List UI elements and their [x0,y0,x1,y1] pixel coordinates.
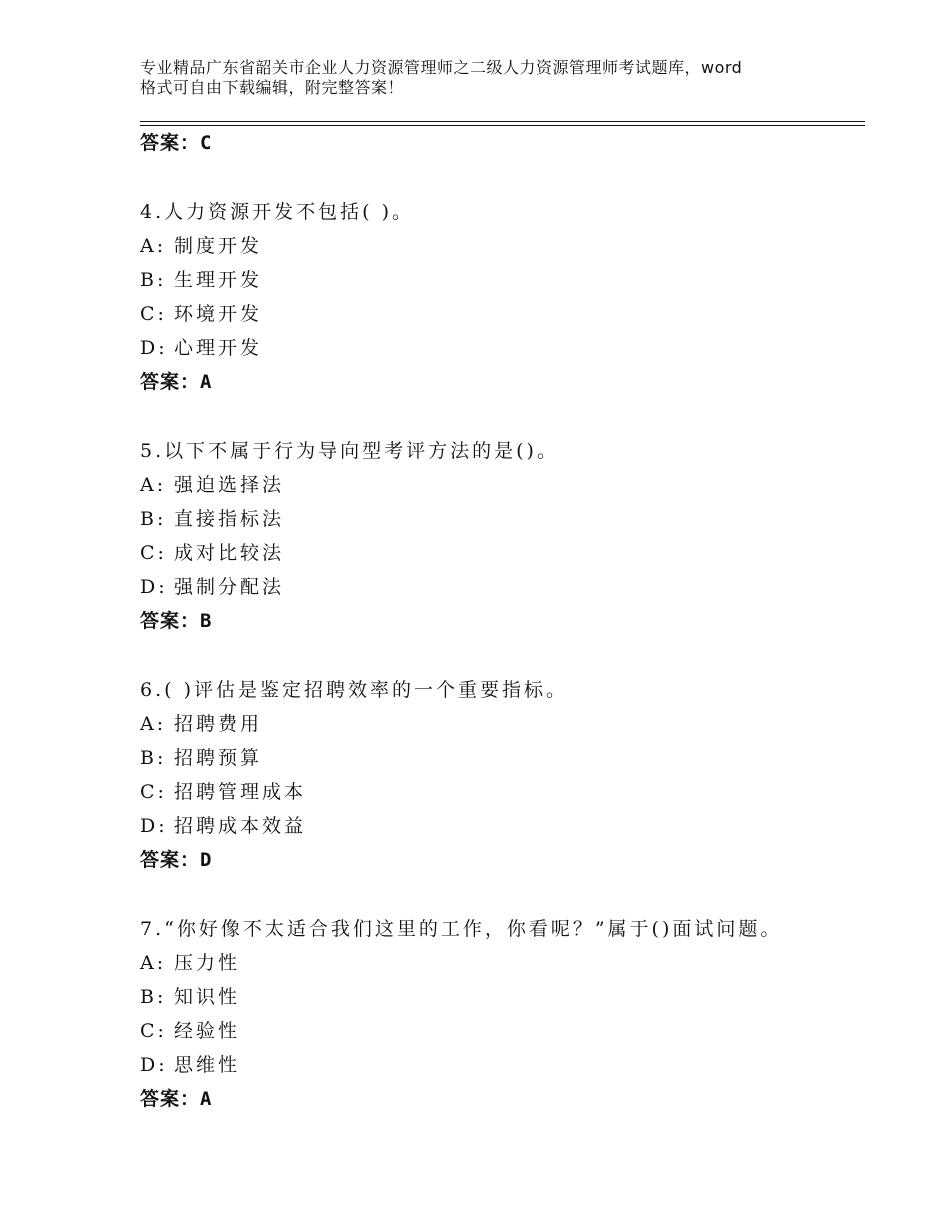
option-text: 强迫选择法 [174,474,285,496]
answer-value: B [200,610,213,632]
document-header [140,58,830,98]
option-a [140,712,860,746]
option-b [140,746,860,780]
option-text: 直接指标法 [174,508,285,530]
option-letter: C: [140,303,167,325]
option-d [140,336,860,370]
option-b [140,507,860,541]
question-7 [140,917,860,1087]
option-a [140,473,860,507]
option-text: 招聘成本效益 [174,815,307,837]
previous-answer [140,131,212,155]
option-letter: A: [140,952,167,974]
option-b [140,985,860,1019]
option-text: 思维性 [174,1054,241,1076]
option-a [140,234,860,268]
option-d [140,1053,860,1087]
option-c [140,780,860,814]
question-text: 4.人力资源开发不包括( )。 [140,201,414,223]
option-text: 经验性 [174,1020,241,1042]
answer-label: 答案： [140,371,201,393]
header-line-2: 格式可自由下载编辑，附完整答案！ [140,78,405,97]
option-letter: D: [140,576,168,598]
header-divider-top [140,121,865,122]
option-letter: C: [140,1020,167,1042]
option-text: 招聘费用 [174,713,263,735]
option-text: 成对比较法 [174,542,285,564]
answer-value: C [200,132,213,154]
option-letter: C: [140,781,167,803]
option-c [140,302,860,336]
header-line-1: 专业精品广东省韶关市企业人力资源管理师之二级人力资源管理师考试题库，word [140,58,743,77]
option-letter: B: [140,269,167,291]
option-text: 环境开发 [174,303,263,325]
question-text: 6.( )评估是鉴定招聘效率的一个重要指标。 [140,679,568,701]
option-d [140,814,860,848]
answer-7 [140,1087,212,1111]
answer-label: 答案： [140,1088,201,1110]
question-text: 7.“你好像不太适合我们这里的工作，你看呢？”属于()面试问题。 [140,918,783,940]
option-b [140,268,860,302]
option-text: 强制分配法 [174,576,285,598]
option-letter: D: [140,815,168,837]
answer-label: 答案： [140,610,201,632]
answer-4 [140,370,212,394]
header-divider-bottom [140,125,865,126]
option-letter: A: [140,235,167,257]
option-letter: B: [140,747,167,769]
option-letter: A: [140,474,167,496]
option-d [140,575,860,609]
answer-label: 答案： [140,132,201,154]
option-letter: B: [140,508,167,530]
option-a [140,951,860,985]
answer-value: A [200,371,213,393]
option-letter: D: [140,1054,168,1076]
question-text: 5.以下不属于行为导向型考评方法的是()。 [140,440,559,462]
question-4 [140,200,860,370]
option-text: 知识性 [174,986,241,1008]
option-text: 招聘管理成本 [174,781,307,803]
question-5 [140,439,860,609]
option-text: 生理开发 [174,269,263,291]
option-text: 压力性 [174,952,241,974]
answer-label: 答案： [140,849,201,871]
option-letter: C: [140,542,167,564]
option-text: 心理开发 [174,337,263,359]
answer-6 [140,848,212,872]
option-letter: D: [140,337,168,359]
option-text: 制度开发 [174,235,263,257]
option-c [140,541,860,575]
option-letter: B: [140,986,167,1008]
option-c [140,1019,860,1053]
question-6 [140,678,860,848]
answer-value: D [200,849,213,871]
answer-value: A [200,1088,213,1110]
answer-5 [140,609,212,633]
option-letter: A: [140,713,167,735]
option-text: 招聘预算 [174,747,263,769]
